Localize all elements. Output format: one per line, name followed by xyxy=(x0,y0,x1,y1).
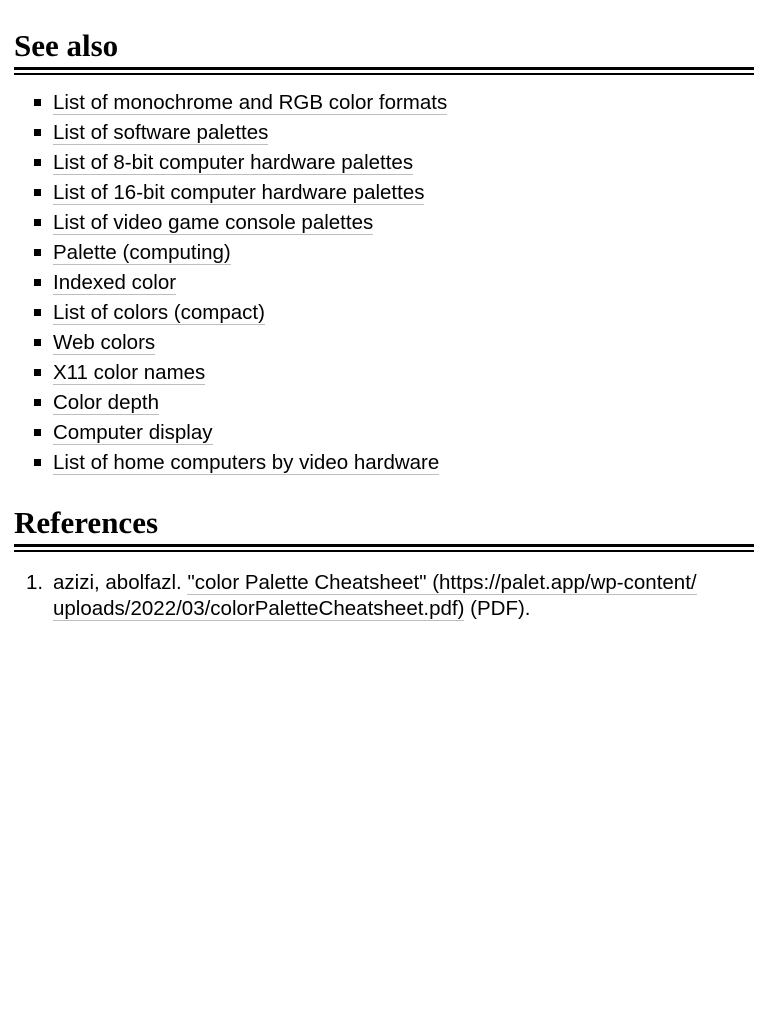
bullet-icon xyxy=(34,279,41,286)
bullet-icon xyxy=(34,219,41,226)
see-also-divider xyxy=(14,67,754,75)
see-also-link-palette-computing[interactable]: Palette (computing) xyxy=(53,241,231,264)
list-item xyxy=(14,358,447,388)
bullet-icon xyxy=(34,429,41,436)
references-heading: References xyxy=(14,505,159,540)
list-item xyxy=(14,268,447,298)
see-also-link-web-colors[interactable]: Web colors xyxy=(53,331,156,354)
reference-number: 1. xyxy=(26,571,44,594)
references-divider xyxy=(14,544,754,552)
reference-line-2 xyxy=(53,596,754,622)
bullet-icon xyxy=(34,309,41,316)
see-also-link-16bit-palettes[interactable]: List of 16-bit computer hardware palettes xyxy=(53,181,425,204)
bullet-icon xyxy=(34,459,41,466)
see-also-link-console-palettes[interactable]: List of video game console palettes xyxy=(53,211,374,234)
list-item xyxy=(14,448,447,478)
list-item xyxy=(14,88,447,118)
list-item xyxy=(14,418,447,448)
see-also-link-color-depth[interactable]: Color depth xyxy=(53,391,159,414)
see-also-link-colors-compact[interactable]: List of colors (compact) xyxy=(53,301,265,324)
reference-item xyxy=(14,570,754,622)
list-item xyxy=(14,328,447,358)
see-also-list xyxy=(14,88,447,478)
see-also-link-home-computers-video[interactable]: List of home computers by video hardware xyxy=(53,451,440,474)
list-item xyxy=(14,208,447,238)
reference-format: (PDF). xyxy=(464,597,531,620)
bullet-icon xyxy=(34,339,41,346)
list-item xyxy=(14,118,447,148)
see-also-link-computer-display[interactable]: Computer display xyxy=(53,421,213,444)
reference-author: azizi, abolfazl. xyxy=(53,571,188,594)
references-list xyxy=(14,570,754,622)
bullet-icon xyxy=(34,369,41,376)
list-item xyxy=(14,298,447,328)
bullet-icon xyxy=(34,99,41,106)
see-also-heading: See also xyxy=(14,28,119,63)
bullet-icon xyxy=(34,249,41,256)
reference-title-link[interactable]: "color Palette Cheatsheet" (https://palet.app/wp-content/ xyxy=(187,571,697,594)
reference-line-1 xyxy=(53,570,754,596)
bullet-icon xyxy=(34,159,41,166)
bullet-icon xyxy=(34,399,41,406)
see-also-link-8bit-palettes[interactable]: List of 8-bit computer hardware palettes xyxy=(53,151,414,174)
bullet-icon xyxy=(34,189,41,196)
see-also-link-software-palettes[interactable]: List of software palettes xyxy=(53,121,269,144)
list-item xyxy=(14,148,447,178)
list-item xyxy=(14,238,447,268)
list-item xyxy=(14,388,447,418)
see-also-link-x11-color-names[interactable]: X11 color names xyxy=(53,361,206,384)
see-also-link-monochrome-rgb-formats[interactable]: List of monochrome and RGB color formats xyxy=(53,91,448,114)
see-also-link-indexed-color[interactable]: Indexed color xyxy=(53,271,177,294)
list-item xyxy=(14,178,447,208)
bullet-icon xyxy=(34,129,41,136)
reference-title-link-cont[interactable]: uploads/2022/03/colorPaletteCheatsheet.pdf) xyxy=(53,597,465,620)
